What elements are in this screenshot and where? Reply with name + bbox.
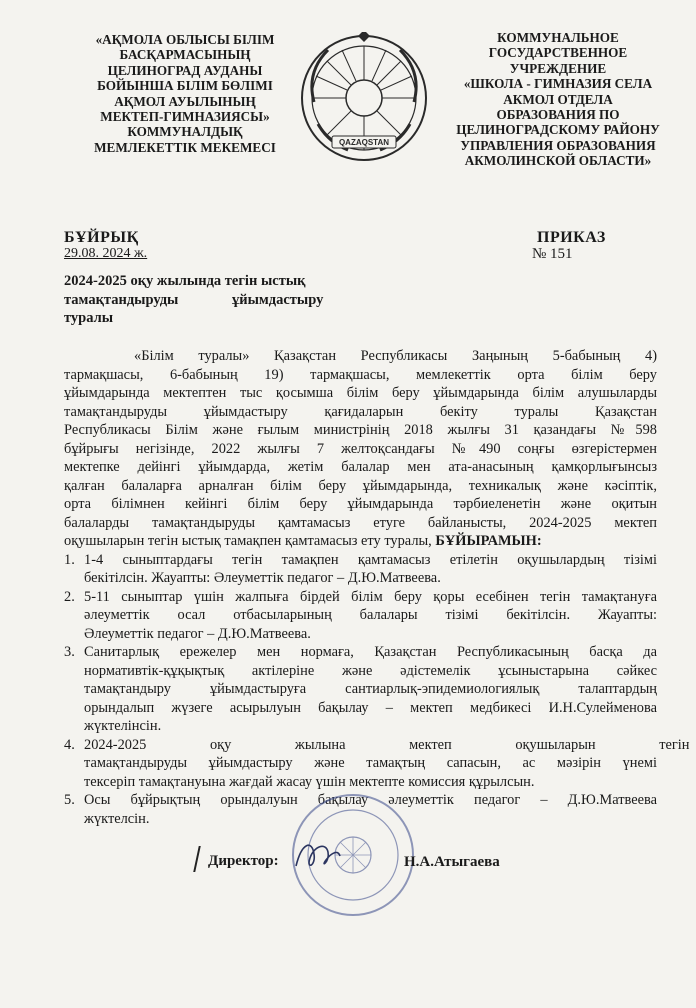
header-left-line: МЕМЛЕКЕТТІК МЕКЕМЕСІ <box>94 139 276 155</box>
header-left-line: АҚМОЛ АУЫЛЫНЫҢ <box>114 93 256 109</box>
preamble-line: балаларды тамақтандыруды қамтамасыз етуге байланысты, 2024-2025 мектеп <box>64 514 657 531</box>
preamble-line: «Білім туралы» Қазақстан Республикасы Заңының 5-бабының 4) <box>134 348 657 364</box>
preamble-line: Республикасы Білім және ғылым министрінің 2018 жылғы 31 қазандағы №598 <box>64 422 657 438</box>
order-date: 29.08. 2024 ж. <box>64 246 148 261</box>
header-right-line: АКМОЛИНСКОЙ ОБЛАСТИ» <box>464 153 652 169</box>
emblem-lettering: QAZAQSTAN <box>338 138 390 147</box>
order-title-kazakh: БҰЙРЫҚ <box>64 229 139 246</box>
director-name: Н.А.Атыгаева <box>404 854 500 870</box>
header-right-line: УЧРЕЖДЕНИЕ <box>509 60 607 76</box>
signature-bracket <box>193 846 209 872</box>
header-right-line: КОММУНАЛЬНОЕ <box>497 30 619 45</box>
order-item-2 <box>64 588 657 644</box>
preamble-line: орта білімнен кейінгі білім беру ұйымдарында тәрбиеленетін және оқитын <box>64 496 657 512</box>
header-right-line: «ШКОЛА - ГИМНАЗИЯ СЕЛА <box>463 76 653 92</box>
header-left-line: БАСҚАРМАСЫНЫҢ <box>119 47 251 63</box>
order-subject <box>64 272 354 328</box>
order-item-3 <box>64 643 657 736</box>
preamble-line: қалған балаларға арналған білім беру ұйымдарында, техникалық және кәсіптік, <box>64 477 657 494</box>
subject-line: туралы <box>64 310 114 326</box>
header-right-line: ГОСУДАРСТВЕННОЕ <box>488 45 628 61</box>
header-left-line: ЦЕЛИНОГРАД АУДАНЫ <box>107 62 263 78</box>
order-number: № 151 <box>532 246 573 262</box>
director-title: Директор: <box>208 853 279 869</box>
item-line: нормативтік-құқықтық актілеріне және әдістемелік ұсыныстарына сәйкес <box>84 662 657 679</box>
item-number: 5. <box>64 792 75 808</box>
item-line: 1-4 сыныптардағы тегін тамақпен қамтамасыз етілетін оқушылардың тізімі <box>84 551 657 568</box>
item-number: 3. <box>64 644 75 660</box>
order-title-russian: ПРИКАЗ <box>537 229 606 246</box>
header-right-line: УПРАВЛЕНИЯ ОБРАЗОВАНИЯ <box>460 137 656 153</box>
header-right-line: ЦЕЛИНОГРАДСКОМУ РАЙОНУ <box>456 122 660 138</box>
header-left-line: БОЙЫНША БІЛІМ БӨЛІМІ <box>97 78 273 94</box>
header-russian-institution <box>444 30 672 169</box>
item-line: тамақтандыруды ұйымдастыру және тамақтың сапасын, ас мәзірін үнемі <box>84 755 657 771</box>
item-line: орындалып жүзеге асырылуын бақылау – мектеп медбикесі И.Н.Сулейменова <box>84 699 657 716</box>
item-number: 2. <box>64 588 75 605</box>
item-line: әлеуметтік осал отбасыларының балалары тізімі бекітілсін. Жауапты: <box>84 607 657 623</box>
preamble <box>64 347 657 551</box>
item-line: тамақтандыру ұйымдастыруға сантиарлық-эпидемиологиялық талаптардың <box>84 681 657 697</box>
header-right-line: ОБРАЗОВАНИЯ ПО <box>496 107 620 123</box>
preamble-final-line <box>64 532 657 551</box>
order-keyword: БҰЙЫРАМЫН: <box>435 533 542 549</box>
item-number: 4. <box>64 736 75 753</box>
preamble-line: мектепке дейінгі ұйымдарда, жетім балалар мен ата-анасының қамқорлығынсыз <box>64 459 657 475</box>
item-line: бекітілсін. Жауапты: Әлеуметтік педагог – Д.Ю.Матвеева. <box>84 570 441 586</box>
item-line: 2024-2025 оқу жылына мектеп оқушыларын тегін <box>84 736 690 753</box>
preamble-line: бұйрығы негізінде, 2022 жылғы 7 желтоқсандағы №490 соңғы өзгерістермен <box>64 440 657 457</box>
header-left-line: «АҚМОЛА ОБЛЫСЫ БІЛІМ <box>95 32 275 47</box>
item-line: тексеріп тамақтануына жағдай жасау үшін мектепте комиссия құрылсын. <box>84 773 535 790</box>
order-item-1 <box>64 551 657 588</box>
item-line: Осы бұйрықтың орындалуын бақылау әлеуметтік педагог – Д.Ю.Матвеева <box>84 792 657 808</box>
subject-line: тамақтандыруды ұйымдастыру <box>64 291 324 308</box>
item-line: Әлеуметтік педагог – Д.Ю.Матвеева. <box>84 625 311 642</box>
preamble-line: ұйымдарында мектептен тыс қосымша білім беру ұйымдарында білім алушыларды <box>64 385 657 401</box>
header-right-line: АКМОЛ ОТДЕЛА <box>503 91 613 107</box>
item-line: жүктелінсін. <box>84 718 162 734</box>
preamble-line: тамақтандыруды ұйымдастыру қағидаларын бекіту туралы Қазақстан <box>64 403 657 420</box>
item-line: 5-11 сыныптар үшін жалпыға бірдей білім беру қоры есебінен тегін тамақтануға <box>84 588 657 605</box>
preamble-line: тармақшасы, 6-бабының 19) тармақшасы, мемлекеттік орта білім беру <box>64 366 657 383</box>
subject-line: 2024-2025 оқу жылында тегін ыстық <box>64 273 306 289</box>
handwritten-signature-icon <box>292 836 344 876</box>
item-number: 1. <box>64 551 75 568</box>
order-item-4 <box>64 736 690 792</box>
item-line: жүктелсін. <box>84 810 150 827</box>
order-body <box>64 347 690 828</box>
preamble-final-text: оқушыларын тегін ыстық тамақпен қамтамасыз ету туралы, <box>64 533 432 549</box>
header-left-line: МЕКТЕП-ГИМНАЗИЯСЫ» <box>100 109 270 125</box>
item-line: Санитарлық ережелер мен нормаға, Қазақстан Республикасының басқа да <box>84 644 657 660</box>
header-left-line: КОММУНАЛДЫҚ <box>127 124 243 140</box>
header-kazakh-institution <box>78 32 292 155</box>
state-emblem-icon <box>298 32 430 164</box>
